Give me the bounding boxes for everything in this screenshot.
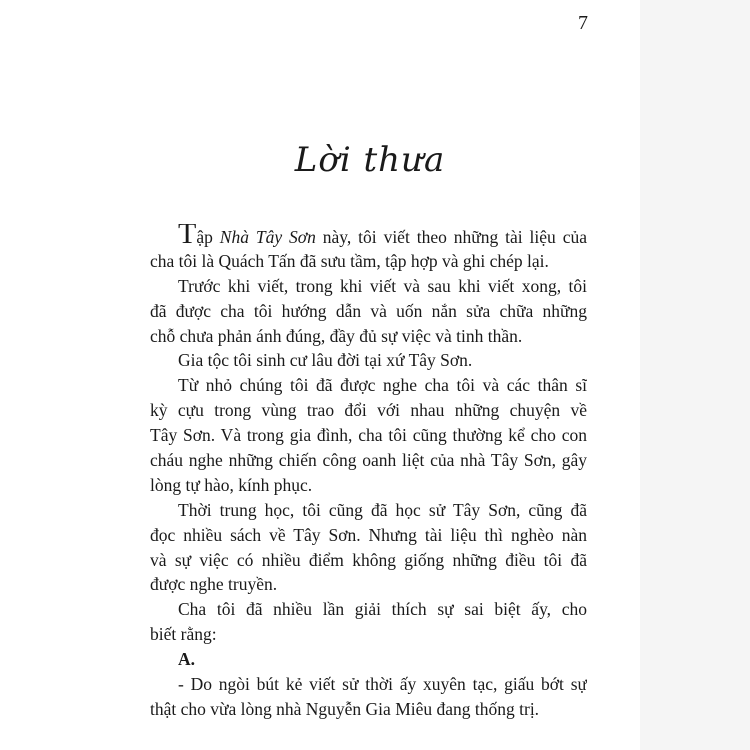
text-line: Cha tôi đã nhiều lần giải thích sự sai biệt ấy, cho [178, 599, 587, 620]
text-line: và sự việc có nhiều điểm không giống những điều tôi đã [150, 549, 587, 570]
text-line: Tây Sơn. Và trong gia đình, cha tôi cũng thường kể cho con [150, 425, 587, 446]
text-line: đã được cha tôi hướng dẫn và uốn nắn sửa chữa những [150, 300, 587, 321]
text-line: Gia tộc tôi sinh cư lâu đời tại xứ Tây Sơn. [178, 350, 473, 371]
text-line: Từ nhỏ chúng tôi đã được nghe cha tôi và các thân sĩ [178, 375, 587, 396]
text-line: đọc nhiều sách về Tây Sơn. Nhưng tài liệu thì nghèo nàn [150, 524, 587, 545]
body-text [150, 224, 587, 722]
text-span: ập [196, 227, 220, 247]
text-line [150, 224, 587, 249]
book-title: Nhà Tây Sơn [219, 227, 316, 247]
text-line: Thời trung học, tôi cũng đã học sử Tây Sơn, cũng đã [178, 499, 587, 520]
text-line: được nghe truyền. [150, 574, 278, 595]
page-number: 7 [578, 12, 588, 34]
text-line: kỳ cựu trong vùng trao đổi với nhau những chuyện về [150, 400, 587, 421]
text-line: cháu nghe những chiến công oanh liệt của nhà Tây Sơn, gây [150, 450, 587, 471]
text-line: lòng tự hào, kính phục. [150, 474, 313, 495]
text-line: biết rằng: [150, 624, 217, 645]
text-line: chỗ chưa phản ánh đúng, đầy đủ sự việc và tinh thần. [150, 325, 523, 346]
drop-cap: T [178, 224, 197, 249]
section-label: A. [178, 649, 196, 670]
text-line: - Do ngòi bút kẻ viết sử thời ấy xuyên tạc, giấu bớt sự [178, 674, 587, 695]
text-span: này, tôi viết theo những tài liệu của [315, 227, 587, 247]
text-line: cha tôi là Quách Tấn đã sưu tầm, tập hợp và ghi chép lại. [150, 250, 549, 271]
text-line: Trước khi viết, trong khi viết và sau khi viết xong, tôi [178, 275, 587, 296]
text-line: thật cho vừa lòng nhà Nguyễn Gia Miêu đang thống trị. [150, 698, 540, 719]
chapter-title: Lời thưa [294, 140, 446, 180]
